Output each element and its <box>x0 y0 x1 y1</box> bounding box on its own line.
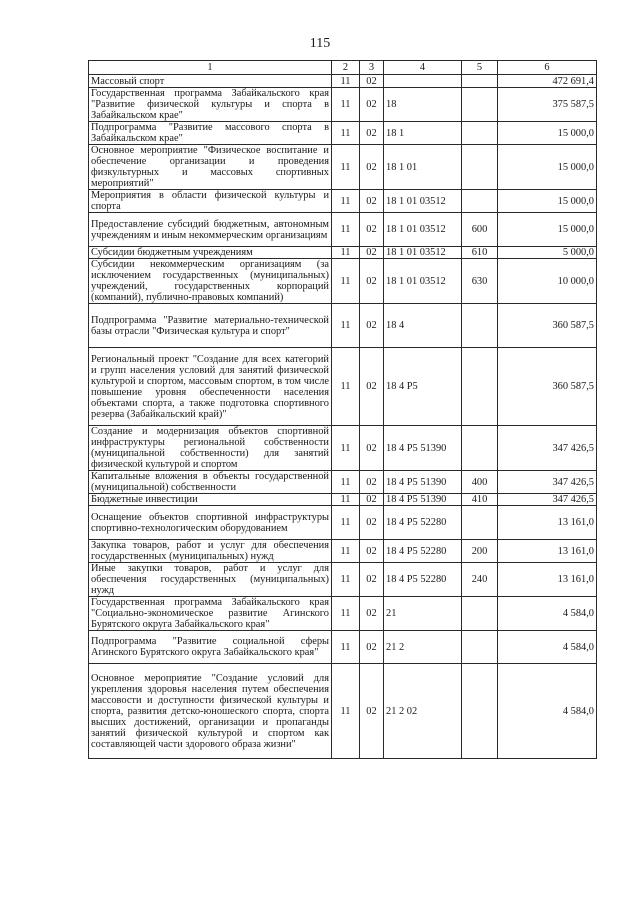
row-subsection: 02 <box>360 563 384 597</box>
row-section: 11 <box>332 213 360 247</box>
row-expense-type <box>462 426 498 471</box>
row-target-article: 18 1 01 03512 <box>384 247 462 259</box>
row-section: 11 <box>332 348 360 426</box>
row-section: 11 <box>332 664 360 759</box>
row-expense-type <box>462 88 498 122</box>
row-description: Государственная программа Забайкальского края "Развитие физической культуры и спорта в Забайкальском крае" <box>89 88 332 122</box>
row-target-article: 18 4 P5 51390 <box>384 426 462 471</box>
table-row <box>89 348 597 426</box>
table-row <box>89 540 597 563</box>
row-target-article: 21 2 02 <box>384 664 462 759</box>
table-row <box>89 426 597 471</box>
row-section: 11 <box>332 506 360 540</box>
row-amount: 4 584,0 <box>498 631 597 664</box>
row-expense-type <box>462 348 498 426</box>
row-description: Субсидии некоммерческим организациям (за исключением государственных (муниципальных) учреждений, государственных корпораций (компаний), публично-правовых компаний) <box>89 259 332 304</box>
row-amount: 13 161,0 <box>498 563 597 597</box>
page-number: 115 <box>309 36 331 51</box>
row-amount: 10 000,0 <box>498 259 597 304</box>
row-section: 11 <box>332 75 360 88</box>
row-section: 11 <box>332 540 360 563</box>
row-description: Мероприятия в области физической культуры и спорта <box>89 190 332 213</box>
row-target-article: 18 1 01 <box>384 145 462 190</box>
row-amount: 360 587,5 <box>498 304 597 348</box>
table-header <box>89 61 597 75</box>
row-subsection: 02 <box>360 348 384 426</box>
row-section: 11 <box>332 304 360 348</box>
row-subsection: 02 <box>360 631 384 664</box>
row-expense-type: 240 <box>462 563 498 597</box>
row-expense-type: 200 <box>462 540 498 563</box>
row-amount: 15 000,0 <box>498 145 597 190</box>
row-subsection: 02 <box>360 506 384 540</box>
row-description: Подпрограмма "Развитие социальной сферы Агинского Бурятского округа Забайкальского края" <box>89 631 332 664</box>
table-row <box>89 506 597 540</box>
row-description: Капитальные вложения в объекты государственной (муниципальной) собственности <box>89 471 332 494</box>
column-header-description: 1 <box>89 61 332 75</box>
row-subsection: 02 <box>360 426 384 471</box>
row-description: Массовый спорт <box>89 75 332 88</box>
row-section: 11 <box>332 597 360 631</box>
row-expense-type <box>462 75 498 88</box>
table-body <box>89 75 597 759</box>
row-subsection: 02 <box>360 122 384 145</box>
row-subsection: 02 <box>360 494 384 506</box>
column-header-subsection: 3 <box>360 61 384 75</box>
table-row <box>89 597 597 631</box>
row-description: Создание и модернизация объектов спортивной инфраструктуры региональной собственности (муниципальной собственности) для занятий физической культурой и спортом <box>89 426 332 471</box>
row-target-article: 18 4 P5 51390 <box>384 494 462 506</box>
row-description: Предоставление субсидий бюджетным, автономным учреждениям и иным некоммерческим организациям <box>89 213 332 247</box>
row-expense-type <box>462 664 498 759</box>
row-target-article: 18 1 <box>384 122 462 145</box>
table-row <box>89 304 597 348</box>
table-row <box>89 563 597 597</box>
table-row <box>89 259 597 304</box>
row-amount: 15 000,0 <box>498 122 597 145</box>
row-expense-type <box>462 597 498 631</box>
row-target-article: 18 4 P5 52280 <box>384 563 462 597</box>
row-target-article: 18 4 P5 <box>384 348 462 426</box>
row-amount: 347 426,5 <box>498 471 597 494</box>
row-section: 11 <box>332 426 360 471</box>
row-expense-type: 600 <box>462 213 498 247</box>
table-row <box>89 145 597 190</box>
row-expense-type <box>462 304 498 348</box>
row-section: 11 <box>332 259 360 304</box>
row-subsection: 02 <box>360 213 384 247</box>
row-subsection: 02 <box>360 597 384 631</box>
row-amount: 5 000,0 <box>498 247 597 259</box>
row-section: 11 <box>332 631 360 664</box>
row-target-article: 21 <box>384 597 462 631</box>
table-row <box>89 190 597 213</box>
row-subsection: 02 <box>360 304 384 348</box>
row-target-article <box>384 75 462 88</box>
row-expense-type <box>462 145 498 190</box>
row-section: 11 <box>332 88 360 122</box>
row-amount: 375 587,5 <box>498 88 597 122</box>
row-section: 11 <box>332 190 360 213</box>
table-row <box>89 471 597 494</box>
row-expense-type <box>462 631 498 664</box>
row-expense-type: 630 <box>462 259 498 304</box>
row-subsection: 02 <box>360 145 384 190</box>
row-amount: 13 161,0 <box>498 506 597 540</box>
table-row <box>89 213 597 247</box>
row-expense-type: 610 <box>462 247 498 259</box>
table-row <box>89 664 597 759</box>
row-target-article: 18 4 P5 52280 <box>384 506 462 540</box>
table-row <box>89 247 597 259</box>
row-target-article: 18 <box>384 88 462 122</box>
row-subsection: 02 <box>360 75 384 88</box>
header-row <box>89 61 597 75</box>
row-section: 11 <box>332 145 360 190</box>
row-amount: 472 691,4 <box>498 75 597 88</box>
row-description: Бюджетные инвестиции <box>89 494 332 506</box>
table-row <box>89 494 597 506</box>
row-section: 11 <box>332 563 360 597</box>
row-description: Региональный проект "Создание для всех категорий и групп населения условий для занятий физической культурой и спортом, массовым спортом, в том числе повышение уровня обеспеченности населения объектами спорта, а также подготовка спортивного резерва (Забайкальский край)" <box>89 348 332 426</box>
row-description: Государственная программа Забайкальского края "Социально-экономическое развитие Агинского Бурятского округа Забайкальского края" <box>89 597 332 631</box>
table-row <box>89 75 597 88</box>
table-row <box>89 631 597 664</box>
row-amount: 347 426,5 <box>498 494 597 506</box>
row-amount: 15 000,0 <box>498 190 597 213</box>
row-description: Подпрограмма "Развитие материально-технической базы отрасли "Физическая культура и спорт" <box>89 304 332 348</box>
row-description: Основное мероприятие "Создание условий для укрепления здоровья населения путем обеспечения массовости и доступности физической культуры и спорта, развития детско-юношеского спорта, спорта высших достижений, организации и пропаганды занятий физической культурой и спортом как составляющей части здорового образа жизни" <box>89 664 332 759</box>
row-amount: 13 161,0 <box>498 540 597 563</box>
row-section: 11 <box>332 122 360 145</box>
row-amount: 15 000,0 <box>498 213 597 247</box>
row-description: Оснащение объектов спортивной инфраструктуры спортивно-технологическим оборудованием <box>89 506 332 540</box>
table-row <box>89 122 597 145</box>
row-description: Иные закупки товаров, работ и услуг для обеспечения государственных (муниципальных) нужд <box>89 563 332 597</box>
column-header-expense-type: 5 <box>462 61 498 75</box>
row-target-article: 18 4 P5 52280 <box>384 540 462 563</box>
row-expense-type <box>462 122 498 145</box>
row-section: 11 <box>332 471 360 494</box>
row-description: Основное мероприятие "Физическое воспитание и обеспечение организации и проведения физкультурных и массовых спортивных мероприятий" <box>89 145 332 190</box>
row-expense-type: 410 <box>462 494 498 506</box>
row-target-article: 18 4 <box>384 304 462 348</box>
row-amount: 360 587,5 <box>498 348 597 426</box>
row-target-article: 18 1 01 03512 <box>384 213 462 247</box>
row-subsection: 02 <box>360 471 384 494</box>
row-target-article: 18 1 01 03512 <box>384 190 462 213</box>
table-row <box>89 88 597 122</box>
column-header-section: 2 <box>332 61 360 75</box>
row-target-article: 18 4 P5 51390 <box>384 471 462 494</box>
row-subsection: 02 <box>360 540 384 563</box>
row-section: 11 <box>332 247 360 259</box>
row-description: Субсидии бюджетным учреждениям <box>89 247 332 259</box>
row-subsection: 02 <box>360 259 384 304</box>
row-target-article: 18 1 01 03512 <box>384 259 462 304</box>
column-header-target-article: 4 <box>384 61 462 75</box>
row-expense-type: 400 <box>462 471 498 494</box>
budget-table <box>88 60 597 759</box>
row-target-article: 21 2 <box>384 631 462 664</box>
row-amount: 4 584,0 <box>498 664 597 759</box>
row-subsection: 02 <box>360 664 384 759</box>
row-amount: 347 426,5 <box>498 426 597 471</box>
row-description: Закупка товаров, работ и услуг для обеспечения государственных (муниципальных) нужд <box>89 540 332 563</box>
row-subsection: 02 <box>360 88 384 122</box>
row-expense-type <box>462 190 498 213</box>
row-subsection: 02 <box>360 190 384 213</box>
row-amount: 4 584,0 <box>498 597 597 631</box>
row-expense-type <box>462 506 498 540</box>
row-description: Подпрограмма "Развитие массового спорта в Забайкальском крае" <box>89 122 332 145</box>
row-subsection: 02 <box>360 247 384 259</box>
row-section: 11 <box>332 494 360 506</box>
column-header-amount: 6 <box>498 61 597 75</box>
